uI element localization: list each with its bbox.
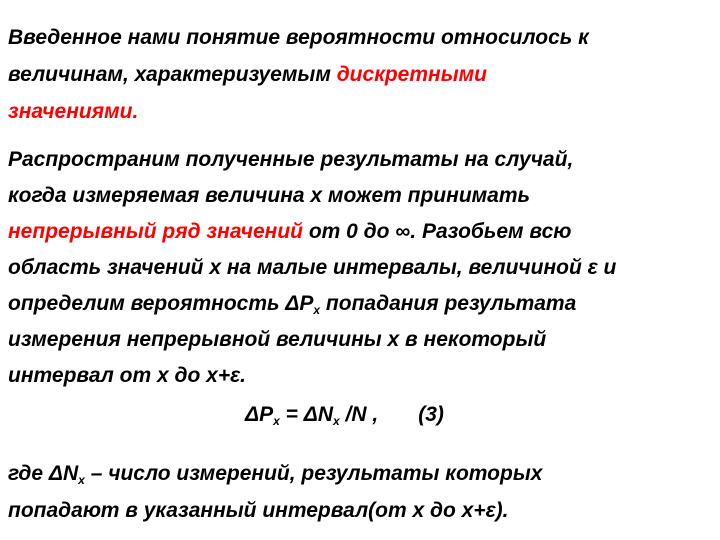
text-run: интервал от x до x+ε. — [8, 364, 246, 387]
math-symbol: ΔN — [48, 462, 79, 485]
text-line — [8, 322, 708, 358]
text-run: Распространим полученные результаты на случай, — [8, 148, 574, 171]
text-run: от 0 до ∞. Разобьем всю — [302, 220, 572, 243]
text-run: измерения непрерывной величины x в некоторый — [8, 328, 547, 351]
text-line — [8, 178, 708, 214]
math-subscript: x — [313, 303, 321, 317]
text-line — [8, 142, 708, 178]
highlighted-term: непрерывный ряд значений — [8, 220, 303, 243]
formula-rhs-tail: /N , — [339, 403, 379, 426]
text-line — [8, 214, 708, 250]
math-subscript: x — [333, 414, 340, 428]
text-run: когда измеряемая величина x может принимать — [8, 184, 530, 207]
text-line — [8, 250, 708, 286]
math-subscript: x — [273, 414, 280, 428]
text-run: область значений x на малые интервалы, величиной ε и — [8, 256, 617, 279]
text-line — [8, 19, 708, 56]
text-run: попадают в указанный интервал(от x до x+ε). — [8, 499, 509, 522]
text-run: попадания результата — [320, 292, 577, 315]
highlighted-term: значениями. — [8, 100, 139, 123]
formula-equals: = — [279, 403, 304, 426]
text-run: где — [8, 462, 49, 485]
text-line — [8, 286, 708, 322]
formula — [245, 403, 444, 427]
intro-paragraph — [8, 19, 708, 130]
text-line — [8, 93, 708, 130]
math-symbol: ΔP — [285, 292, 314, 315]
text-line — [8, 358, 708, 394]
math-subscript: x — [78, 473, 85, 487]
highlighted-term: дискретными — [336, 63, 487, 86]
formula-lhs: ΔP — [245, 403, 274, 426]
text-line — [8, 455, 708, 492]
text-run: определим вероятность — [8, 292, 286, 315]
text-run: величинам, характеризуемым — [8, 63, 337, 86]
text-run: – число измерений, результаты которых — [84, 462, 543, 485]
text-run: Введенное нами понятие вероятности относилось к — [8, 26, 589, 49]
text-line — [8, 56, 708, 93]
formula-rhs: ΔN — [303, 403, 333, 426]
equation-number: (3) — [418, 403, 444, 426]
main-paragraph — [8, 142, 708, 394]
definition-paragraph — [8, 455, 708, 529]
text-line — [8, 492, 708, 529]
